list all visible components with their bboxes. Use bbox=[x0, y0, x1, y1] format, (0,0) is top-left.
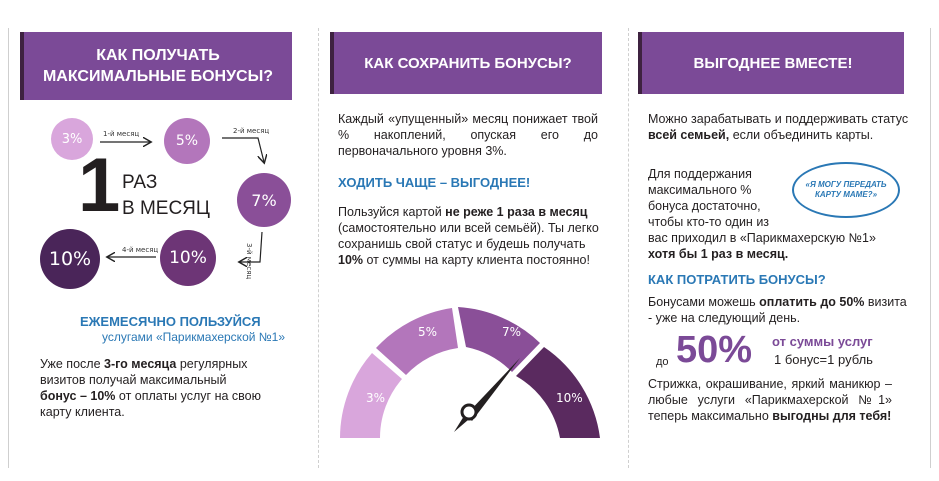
col3-p4-pre: Стрижка, окрашивание, яркий маникюр – любые услуги «Парикмахерской №1» теперь максимально bbox=[648, 377, 892, 423]
col2-p2-pre: Пользуйся картой bbox=[338, 205, 446, 219]
banner-together bbox=[642, 32, 904, 94]
gauge-label-3: 3% bbox=[366, 391, 386, 405]
arrow-label-3: 3-й месяц bbox=[245, 243, 253, 280]
banner-how-to-keep-label: КАК СОХРАНИТЬ БОНУСЫ? bbox=[364, 54, 572, 72]
gauge-label-7: 7% bbox=[502, 325, 522, 339]
col3-p2-l6: хотя бы 1 раз в месяц. bbox=[648, 247, 789, 261]
big-label-line-1: РАЗ bbox=[122, 172, 158, 193]
col1-body bbox=[40, 356, 264, 420]
monthly-title: ЕЖЕМЕСЯЧНО ПОЛЬЗУЙСЯ bbox=[80, 314, 261, 329]
speech-cloud bbox=[792, 162, 900, 218]
gauge-label-10: 10% bbox=[556, 391, 583, 405]
right-border bbox=[930, 28, 931, 468]
from-sum: от суммы услуг bbox=[772, 334, 873, 349]
big-50-percent: 50% bbox=[676, 329, 753, 371]
col1-body-pre: Уже после bbox=[40, 357, 105, 371]
col2-para2 bbox=[338, 204, 602, 268]
circle-7-label: 7% bbox=[251, 190, 277, 210]
col2-para1: Каждый «упущенный» месяц понижает твой % накоплений, опуская его до первоначального уровня 3%. bbox=[338, 112, 598, 158]
col3-subhead: КАК ПОТРАТИТЬ БОНУСЫ? bbox=[648, 272, 826, 287]
col2-p2-mid: (самостоятельно или всей семьёй). Ты легко сохранишь свой статус и будешь получать bbox=[338, 221, 599, 251]
monthly-sub: услугами «Парикмахерской №1» bbox=[102, 330, 285, 344]
cycle-arrows bbox=[0, 0, 320, 300]
arrow-label-4: 4-й месяц bbox=[122, 246, 159, 254]
col3-para3 bbox=[648, 294, 910, 326]
arrow-label-2: 2-й месяц bbox=[233, 127, 270, 135]
arrow-2 bbox=[222, 138, 264, 162]
col1-body-b1: 3-го месяца bbox=[104, 357, 177, 371]
arrow-label-1: 1-й месяц bbox=[103, 130, 140, 138]
col1-body-post: от оплаты услуг на свою карту клиента. bbox=[40, 389, 261, 419]
banner-line-2: МАКСИМАЛЬНЫЕ БОНУСЫ? bbox=[42, 68, 274, 85]
separator-2 bbox=[628, 28, 629, 468]
circle-3-label: 3% bbox=[61, 131, 83, 147]
col3-p3-post: визита - уже на следующий день. bbox=[648, 295, 907, 325]
col3-para4 bbox=[648, 376, 892, 424]
gauge-segment-5 bbox=[376, 308, 458, 375]
col2-p2-b1: не реже 1 раза в месяц bbox=[445, 205, 588, 219]
col3-p4-b: выгодны для тебя! bbox=[772, 409, 892, 423]
circle-5-label: 5% bbox=[175, 133, 199, 149]
circle-10-left-label: 10% bbox=[48, 248, 92, 270]
circle-10-right-label: 10% bbox=[169, 248, 207, 268]
col3-p2-l2: максимального % bbox=[648, 183, 752, 197]
banner-how-to-keep bbox=[334, 32, 602, 94]
col1-body-b2: бонус – 10% bbox=[40, 389, 116, 403]
gauge-segment-7 bbox=[458, 307, 540, 372]
banner-together-label: ВЫГОДНЕЕ ВМЕСТЕ! bbox=[693, 54, 853, 72]
gauge-needle-tail bbox=[454, 416, 468, 432]
bonus-rate: 1 бонус=1 рубль bbox=[774, 352, 873, 367]
col3-p1-pre: Можно зарабатывать и поддерживать статус bbox=[648, 112, 909, 126]
col3-p3-b: оплатить до 50% bbox=[759, 295, 865, 309]
col1-body-mid: регулярных визитов получай максимальный bbox=[40, 357, 248, 387]
col2-p2-b2: 10% bbox=[338, 253, 364, 267]
col3-p3-pre: Бонусами можешь bbox=[648, 295, 760, 309]
do-label: до bbox=[656, 356, 669, 368]
col3-p1-b: всей семьей, bbox=[648, 128, 730, 142]
gauge-label-5: 5% bbox=[418, 325, 438, 339]
col3-p2-l1: Для поддержания bbox=[648, 167, 752, 181]
col3-p2-l3: бонуса достаточно, bbox=[648, 199, 761, 213]
gauge bbox=[330, 290, 610, 440]
col3-para1 bbox=[648, 111, 910, 143]
col3-p2-l4: чтобы кто-то один из bbox=[648, 215, 770, 229]
banner-line-1: КАК ПОЛУЧАТЬ bbox=[96, 47, 220, 64]
speech-cloud-text: «Я МОГУ ПЕРЕДАТЬ КАРТУ МАМЕ?» bbox=[805, 180, 887, 199]
big-number: 1 bbox=[78, 143, 121, 228]
big-label-line-2: В МЕСЯЦ bbox=[122, 198, 210, 219]
col3-p2-l5: вас приходил в «Парикмахерскую №1» bbox=[648, 231, 876, 245]
col3-p1-post: если объединить карты. bbox=[729, 128, 874, 142]
col2-p2-post: от суммы на карту клиента постоянно! bbox=[363, 253, 590, 267]
col2-subhead: ХОДИТЬ ЧАЩЕ – ВЫГОДНЕЕ! bbox=[338, 175, 531, 190]
